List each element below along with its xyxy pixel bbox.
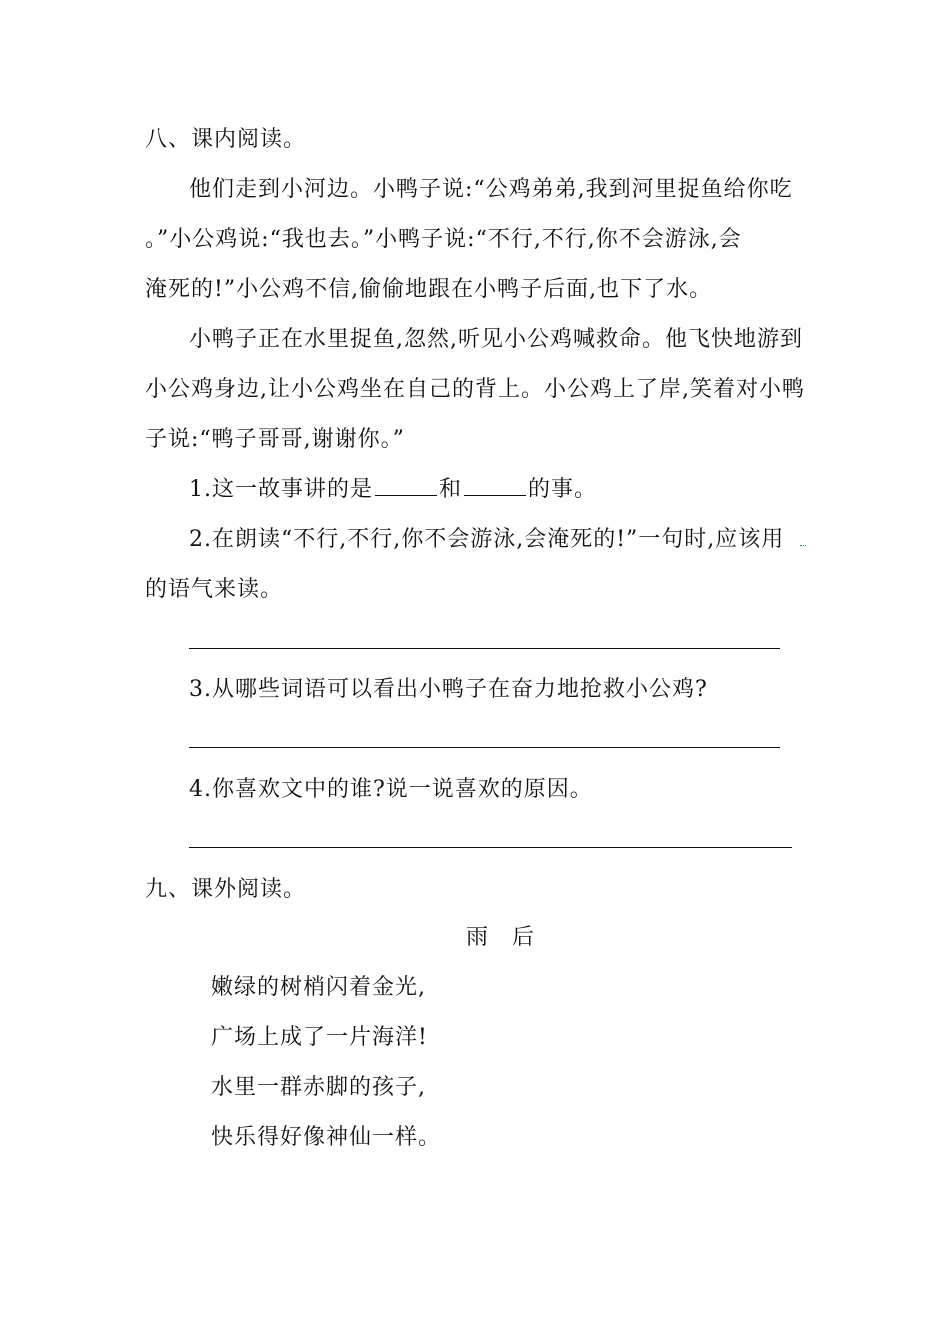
question-3-answer-line[interactable]: [189, 747, 780, 748]
passage-line-3: 淹死的!”小公鸡不信,偷偷地跟在小鸭子后面,也下了水。: [145, 277, 713, 302]
section9-heading: 九、课外阅读。: [145, 877, 307, 902]
question-4-answer-line[interactable]: [189, 847, 792, 848]
question-1-blank-1[interactable]: [375, 475, 437, 496]
poem-line-2: 广场上成了一片海洋!: [211, 1025, 428, 1050]
blank-mark: [800, 545, 806, 546]
section8-heading: 八、课内阅读。: [145, 127, 307, 152]
passage-line-1: 他们走到小河边。小鸭子说:“公鸡弟弟,我到河里捉鱼给你吃: [189, 177, 793, 202]
poem-title: 雨 后: [466, 925, 536, 950]
poem-line-3: 水里一群赤脚的孩子,: [211, 1075, 426, 1100]
passage-line-6: 子说:“鸭子哥哥,谢谢你。”: [145, 427, 405, 452]
question-2-line-1: 2.在朗读“不行,不行,你不会游泳,会淹死的!”一句时,应该用: [189, 527, 785, 552]
question-1-prefix: 1.这一故事讲的是: [189, 477, 373, 502]
poem-line-4: 快乐得好像神仙一样。: [211, 1125, 442, 1150]
passage-line-2: 。”小公鸡说:“我也去。”小鸭子说:“不行,不行,你不会游泳,会: [145, 227, 742, 252]
question-2-line-2: 的语气来读。: [145, 577, 284, 602]
question-4: 4.你喜欢文中的谁?说一说喜欢的原因。: [189, 777, 593, 802]
question-1-middle: 和: [439, 477, 463, 502]
question-1: [189, 475, 597, 505]
question-2-answer-line[interactable]: [189, 648, 780, 649]
question-1-suffix: 的事。: [528, 477, 598, 502]
passage-line-4: 小鸭子正在水里捉鱼,忽然,听见小公鸡喊救命。他飞快地游到: [189, 327, 803, 352]
question-1-blank-2[interactable]: [464, 475, 526, 496]
passage-line-5: 小公鸡身边,让小公鸡坐在自己的背上。小公鸡上了岸,笑着对小鸭: [145, 377, 805, 402]
poem-line-1: 嫩绿的树梢闪着金光,: [211, 975, 426, 1000]
question-3: 3.从哪些词语可以看出小鸭子在奋力地抢救小公鸡?: [189, 677, 708, 702]
